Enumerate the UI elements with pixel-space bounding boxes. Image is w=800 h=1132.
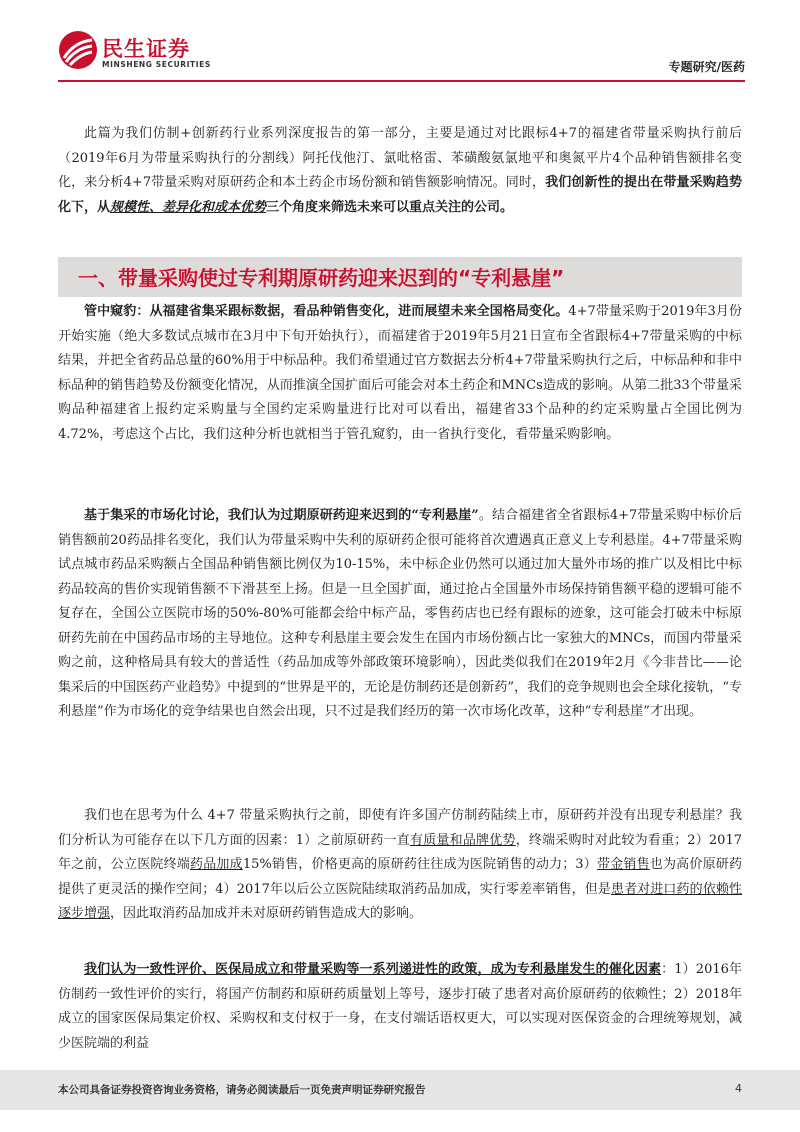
footer-disclaimer: 本公司具备证券投资咨询业务资格，请务必阅读最后一页免责声明证券研究报告 bbox=[58, 1084, 426, 1096]
page-footer bbox=[0, 1070, 800, 1110]
paragraph-1 bbox=[58, 300, 742, 447]
report-category: 专题研究/医药 bbox=[668, 60, 745, 74]
paragraph-2-text: 。结合福建省全省跟标4+7带量采购中标价后销售额前20药品排名变化，我们认为带量采购中失利的原研药企很可能将首次遭遇真正意义上专利悬崖。4+7带量采购试点城市药品采购额占全国品种销售额比例仅为10-15%，未中标企业仍然可以通过加大量外市场的推广以及相比中标药品较高的售价实现销售额不下滑甚至上扬。但是一旦全国扩面，通过抢占全国量外市场保持销售额平稳的逻辑可能不复存在，全国公立医院市场的50%-80%可能都会给中标产品，零售药店也已经有跟标的迹象，这可能会打破未中标原研药先前在中国药品市场的主导地位。这种专利悬崖主要会发生在国内市场份额占比一家独大的MNCs，而国内带量采购之前，这种格局具有较大的普适性（药品加成等外部政策环境影响），因此类似我们在2019年2月《今非昔比——论集采后的中国医药产业趋势》中提到的“世界是平的，无论是仿制药还是创新药”，我们的竞争规则也会全球化接轨，“专利悬崖”作为市场化的竞争结果也自然会出现，只不过是我们经历的第一次市场化改革，这种“专利悬崖”才出现。 bbox=[58, 508, 742, 719]
paragraph-2-lead: 基于集采的市场化讨论，我们认为过期原研药迎来迟到的“专利悬崖” bbox=[84, 508, 479, 523]
paragraph-1-lead: 管中窥豹：从福建省集采跟标数据，看品种销售变化，进而展望未来全国格局变化。 bbox=[84, 304, 569, 319]
paragraph-4-lead: 我们认为一致性评价、医保局成立和带量采购等一系列递进性的政策，成为专利悬崖发生的催化因素 bbox=[84, 962, 662, 977]
section-title: 一、带量采购使过专利期原研药迎来迟到的“专利悬崖” bbox=[78, 266, 565, 290]
paragraph-3: 我们也在思考为什么 4+7 带量采购执行之前，即使有许多国产仿制药陆续上市，原研药并没有出现专利悬崖？我们分析认为可能存在以下几方面的因素：1）之前原研药一直有质量和品牌优势，终端采购时对此较为看重；2）2017年之前，公立医院终端药品加成15%销售，价格更高的原研药往往成为医院销售的动力；3）带金销售也为高价原研药提供了更灵活的操作空间；4）2017年以后公立医院陆续取消药品加成，实行零差率销售，但是患者对进口药的依赖性逐步增强，因此取消药品加成并未对原研药销售造成大的影响。 bbox=[58, 808, 742, 921]
page-number: 4 bbox=[735, 1082, 742, 1095]
underlined-phrase: 药品加成 bbox=[190, 857, 243, 872]
logo-english-name: MINSHENG SECURITIES bbox=[102, 60, 211, 69]
underlined-phrase: 患者对进口药的依赖性逐步增强 bbox=[58, 881, 742, 921]
paragraph-1-text: 4+7带量采购于2019年3月份开始实施（绝大多数试点城市在3月中下旬开始执行），而福建省于2019年5月21日宣布全省跟标4+7带量采购的中标结果，并把全省药品总量的60%用于中标品种。我们希望通过官方数据去分析4+7带量采购执行之后，中标品种和非中标品种的销售趋势及份额变化情况，从而推演全国扩面后可能会对本土药企和MNCs造成的影响。从第二批33个带量采购品种福建省上报约定采购量与全国约定采购量进行比对可以看出，福建省33个品种的约定采购量占全国比例为4.72%，考虑这个占比，我们这种分析也就相当于管孔窥豹，由一省执行变化，看带量采购影响。 bbox=[58, 304, 742, 442]
logo-chinese-name: 民生证券 bbox=[102, 37, 190, 61]
header-divider bbox=[58, 80, 745, 82]
paragraph-4 bbox=[58, 958, 742, 1056]
minsheng-logo bbox=[58, 30, 211, 76]
underlined-phrase: 有质量和品牌优势 bbox=[409, 832, 516, 848]
paragraph-4-text: ：1）2016年仿制药一致性评价的实行，将国产仿制药和原研药质量划上等号，逐步打破了患者对高价原研药的依赖性；2）2018年成立的国家医保局集定价权、采购权和支付权于一身，在支付端话语权更大，可以实现对医保资金的合理统筹规划，减少医院端的利益 bbox=[58, 962, 742, 1051]
paragraph-2 bbox=[58, 504, 742, 725]
page-header bbox=[0, 0, 800, 82]
section-heading-bar bbox=[58, 257, 742, 297]
intro-paragraph: 此篇为我们仿制+创新药行业系列深度报告的第一部分，主要是通过对比跟标4+7的福建省带量采购执行前后（2019年6月为带量采购执行的分割线）阿托伐他汀、氯吡格雷、苯磺酸氨氯地平和奥氮平片4个品种销售额排名变化，来分析4+7带量采购对原研药企和本土药企市场份额和销售额影响情况。同时，我们创新性的提出在带量采购趋势化下，从规模性、差异化和成本优势三个角度来筛选未来可以重点关注的公司。 bbox=[58, 126, 742, 215]
underlined-phrase: 带金销售 bbox=[596, 857, 650, 872]
minsheng-logo-mark-icon bbox=[58, 30, 98, 70]
